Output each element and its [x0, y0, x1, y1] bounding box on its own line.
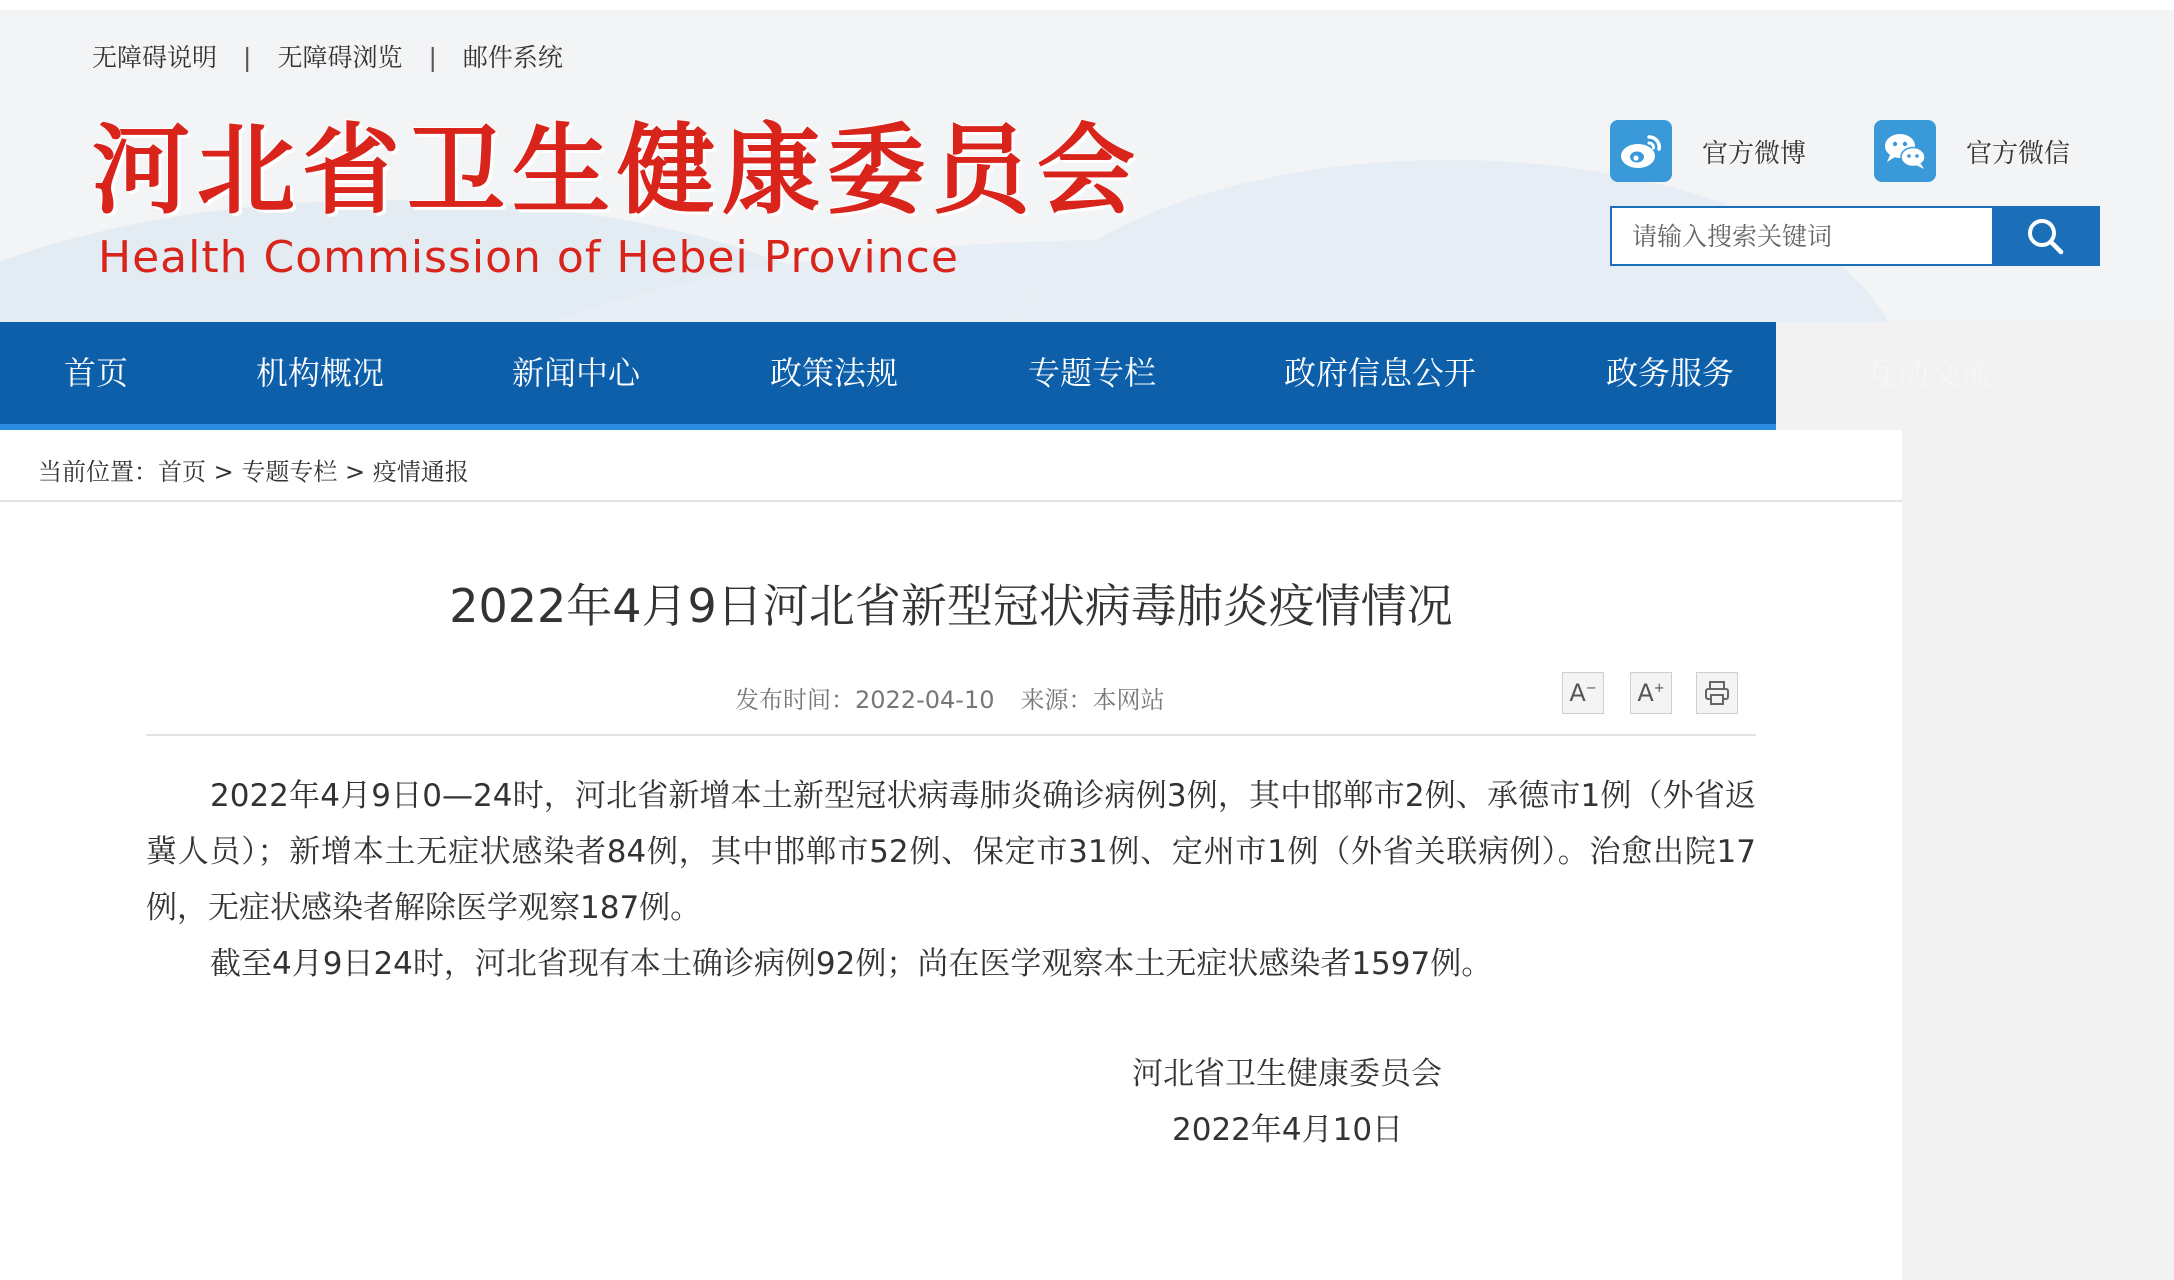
- accessibility-browse-link[interactable]: 无障碍浏览: [277, 43, 403, 72]
- publish-label: 发布时间：: [735, 686, 855, 714]
- signature-org: 河北省卫生健康委员会: [1132, 1056, 1442, 1092]
- accessibility-info-link[interactable]: 无障碍说明: [92, 43, 218, 72]
- nav-item-about[interactable]: 机构概况: [256, 354, 385, 392]
- breadcrumb: [38, 452, 469, 487]
- top-links: [92, 38, 563, 74]
- breadcrumb-home[interactable]: 首页: [158, 458, 206, 486]
- search-input[interactable]: [1612, 208, 1992, 264]
- top-strip: [0, 0, 2174, 10]
- article-paragraph: 截至4月9日24时，河北省现有本土确诊病例92例；尚在医学观察本土无症状感染者1597例。: [210, 946, 1493, 982]
- nav-item-news[interactable]: 新闻中心: [512, 354, 641, 392]
- nav-item-policy[interactable]: 政策法规: [770, 354, 899, 392]
- signature-date: 2022年4月10日: [1172, 1112, 1404, 1148]
- search-icon: [2024, 215, 2066, 257]
- site-logo-cn[interactable]: 河北省卫生健康委员会: [92, 114, 1143, 228]
- font-increase-button[interactable]: [1630, 672, 1672, 714]
- source-value: 本网站: [1092, 686, 1165, 714]
- breadcrumb-separator: >: [206, 458, 242, 486]
- article-paragraph: 2022年4月9日0—24时，河北省新增本土新型冠状病毒肺炎确诊病例3例，其中邯郸市2例、承德市1例（外省返冀人员）；新增本土无症状感染者84例，其中邯郸市52例、保定市31例、定州市1例（外省关联病例）。治愈出院17例，无症状感染者解除医学观察187例。: [146, 778, 1756, 926]
- article-container: [0, 502, 1902, 1280]
- article-title: 2022年4月9日河北省新型冠状病毒肺炎疫情情况: [449, 579, 1453, 633]
- nav-item-topics[interactable]: 专题专栏: [1028, 354, 1157, 392]
- breadcrumb-prefix: 当前位置：: [38, 458, 158, 486]
- wechat-label: 官方微信: [1966, 138, 2071, 169]
- font-decrease-icon: A−: [1569, 679, 1597, 707]
- site-header: [0, 10, 2174, 322]
- nav-item-home[interactable]: 首页: [64, 354, 129, 392]
- mail-system-link[interactable]: 邮件系统: [462, 43, 563, 72]
- print-button[interactable]: [1696, 672, 1738, 714]
- nav-item-services[interactable]: 政务服务: [1606, 354, 1735, 392]
- wechat-icon[interactable]: [1874, 120, 1936, 182]
- weibo-link[interactable]: [1610, 120, 1806, 182]
- breadcrumb-epidemic-report[interactable]: 疫情通报: [372, 458, 469, 486]
- separator: |: [428, 43, 437, 72]
- nav-item-interaction[interactable]: 互动交流: [1865, 354, 1994, 392]
- wechat-link[interactable]: [1874, 120, 2070, 182]
- font-decrease-button[interactable]: [1562, 672, 1604, 714]
- weibo-icon[interactable]: [1610, 120, 1672, 182]
- font-increase-icon: A+: [1637, 679, 1665, 707]
- print-icon: [1704, 681, 1730, 705]
- main-nav: [0, 322, 1776, 430]
- search-box: [1610, 206, 2100, 266]
- divider: [146, 734, 1756, 736]
- breadcrumb-separator: >: [337, 458, 373, 486]
- source-label: 来源：: [1020, 686, 1093, 714]
- breadcrumb-bar: [0, 430, 1902, 502]
- site-logo-en[interactable]: Health Commission of Hebei Province: [98, 232, 959, 283]
- search-button[interactable]: [1992, 208, 2098, 264]
- nav-item-gov-info[interactable]: 政府信息公开: [1284, 354, 1477, 392]
- publish-date: 2022-04-10: [855, 686, 995, 714]
- separator: |: [243, 43, 252, 72]
- article-meta: [735, 680, 1164, 715]
- breadcrumb-topics[interactable]: 专题专栏: [241, 458, 338, 486]
- weibo-label: 官方微博: [1702, 138, 1807, 169]
